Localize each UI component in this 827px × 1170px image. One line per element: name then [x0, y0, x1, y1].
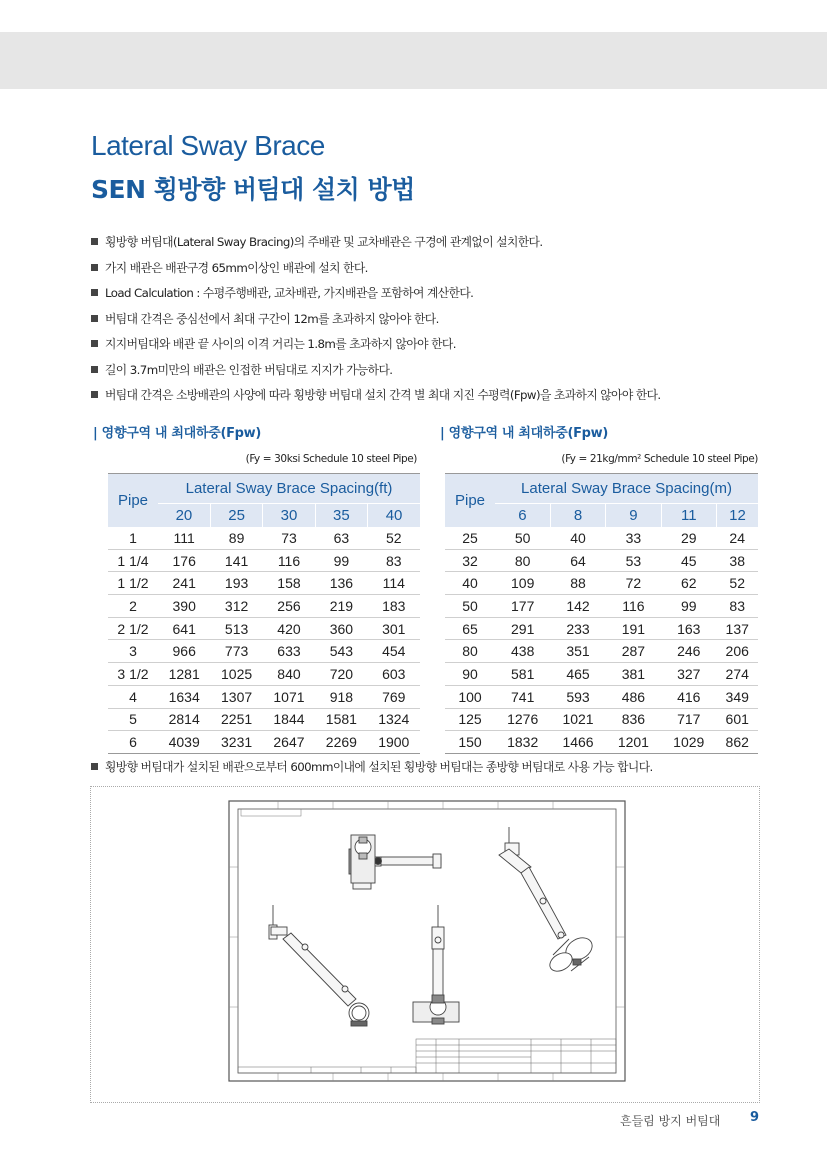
load-value-cell: 176: [158, 549, 210, 572]
load-value-cell: 136: [315, 572, 367, 595]
load-value-cell: 769: [368, 685, 420, 708]
load-value-cell: 601: [716, 708, 758, 731]
load-value-cell: 581: [495, 663, 550, 686]
bullet-square-icon: [91, 289, 98, 296]
load-value-cell: 64: [550, 549, 605, 572]
load-value-cell: 1071: [263, 685, 315, 708]
load-value-cell: 360: [315, 617, 367, 640]
load-value-cell: 291: [495, 617, 550, 640]
pipe-size-cell: 90: [445, 663, 495, 686]
load-value-cell: 33: [606, 527, 661, 549]
load-value-cell: 773: [210, 640, 262, 663]
load-value-cell: 163: [661, 617, 716, 640]
load-value-cell: 862: [716, 731, 758, 754]
title-english: Lateral Sway Brace: [91, 130, 325, 161]
pipe-size-cell: 50: [445, 595, 495, 618]
bullet-item: 길이 3.7m미만의 배관은 인접한 버팀대로 지지가 가능하다.: [91, 360, 791, 386]
load-value-cell: 1832: [495, 731, 550, 754]
spacing-header: Lateral Sway Brace Spacing(ft): [158, 474, 420, 504]
load-value-cell: 486: [606, 685, 661, 708]
load-value-cell: 2647: [263, 731, 315, 754]
footer-text: 흔들림 방지 버팀대: [620, 1114, 721, 1128]
load-value-cell: 1276: [495, 708, 550, 731]
pipe-size-cell: 25: [445, 527, 495, 549]
right-load-table: [445, 473, 758, 754]
load-value-cell: 840: [263, 663, 315, 686]
spacing-column-header: 35: [315, 504, 367, 528]
spacing-column-header: 25: [210, 504, 262, 528]
pipe-size-cell: 4: [108, 685, 158, 708]
load-value-cell: 52: [368, 527, 420, 549]
table-row: [445, 617, 758, 640]
left-table-note: (Fy = 30ksi Schedule 10 steel Pipe): [245, 453, 417, 465]
pipe-size-cell: 1 1/4: [108, 549, 158, 572]
table-row: [108, 731, 420, 754]
load-value-cell: 287: [606, 640, 661, 663]
load-value-cell: 416: [661, 685, 716, 708]
right-table-note: (Fy = 21kg/mm² Schedule 10 steel Pipe): [561, 453, 758, 465]
load-value-cell: 543: [315, 640, 367, 663]
load-value-cell: 351: [550, 640, 605, 663]
table-row: [108, 572, 420, 595]
load-value-cell: 183: [368, 595, 420, 618]
load-value-cell: 38: [716, 549, 758, 572]
load-value-cell: 1324: [368, 708, 420, 731]
load-value-cell: 233: [550, 617, 605, 640]
load-value-cell: 114: [368, 572, 420, 595]
spacing-column-header: 12: [716, 504, 758, 528]
left-table-section-title: | 영향구역 내 최대하중(Fpw): [93, 426, 262, 441]
table-row: [445, 527, 758, 549]
table-row: [108, 595, 420, 618]
load-value-cell: 116: [606, 595, 661, 618]
technical-drawing-frame: [90, 786, 760, 1103]
load-value-cell: 1029: [661, 731, 716, 754]
load-value-cell: 438: [495, 640, 550, 663]
load-value-cell: 2269: [315, 731, 367, 754]
bullet-item: 버팀대 간격은 중심선에서 최대 구간이 12m를 초과하지 않아야 한다.: [91, 309, 791, 335]
load-value-cell: 1844: [263, 708, 315, 731]
pipe-size-cell: 65: [445, 617, 495, 640]
title-korean: SEN 횡방향 버팀대 설치 방법: [91, 175, 415, 204]
load-value-cell: 83: [368, 549, 420, 572]
load-value-cell: 390: [158, 595, 210, 618]
bullet-item: Load Calculation : 수평주행배관, 교차배관, 가지배관을 포함하여 계산한다.: [91, 283, 791, 309]
load-value-cell: 1900: [368, 731, 420, 754]
pipe-size-cell: 125: [445, 708, 495, 731]
right-table-section-title: | 영향구역 내 최대하중(Fpw): [440, 426, 609, 441]
table-row: [108, 549, 420, 572]
load-value-cell: 349: [716, 685, 758, 708]
load-value-cell: 1281: [158, 663, 210, 686]
load-value-cell: 454: [368, 640, 420, 663]
load-value-cell: 241: [158, 572, 210, 595]
bullet-list: [91, 232, 791, 411]
load-value-cell: 1307: [210, 685, 262, 708]
pipe-size-cell: 5: [108, 708, 158, 731]
spacing-column-header: 8: [550, 504, 605, 528]
bullet-square-icon: [91, 391, 98, 398]
load-value-cell: 72: [606, 572, 661, 595]
load-value-cell: 717: [661, 708, 716, 731]
table-row: [108, 708, 420, 731]
load-value-cell: 80: [495, 549, 550, 572]
load-value-cell: 1021: [550, 708, 605, 731]
page-number: 9: [750, 1110, 760, 1125]
table-row: [108, 640, 420, 663]
load-value-cell: 191: [606, 617, 661, 640]
load-value-cell: 137: [716, 617, 758, 640]
bullet-square-icon: [91, 264, 98, 271]
bullet-square-icon: [91, 763, 98, 770]
load-value-cell: 53: [606, 549, 661, 572]
load-value-cell: 63: [315, 527, 367, 549]
final-bullet: 횡방향 버팀대가 설치된 배관으로부터 600mm이내에 설치된 횡방향 버팀대는 종방향 버팀대로 사용 가능 합니다.: [91, 758, 653, 775]
load-value-cell: 327: [661, 663, 716, 686]
top-band: [0, 32, 827, 89]
load-value-cell: 1201: [606, 731, 661, 754]
load-value-cell: 193: [210, 572, 262, 595]
load-value-cell: 720: [315, 663, 367, 686]
pipe-header: Pipe: [445, 474, 495, 528]
bullet-item: 지지버팀대와 배관 끝 사이의 이격 거리는 1.8m를 초과하지 않아야 한다.: [91, 334, 791, 360]
spacing-column-header: 40: [368, 504, 420, 528]
load-value-cell: 158: [263, 572, 315, 595]
load-value-cell: 83: [716, 595, 758, 618]
load-value-cell: 177: [495, 595, 550, 618]
load-value-cell: 141: [210, 549, 262, 572]
table-row: [108, 527, 420, 549]
load-value-cell: 99: [315, 549, 367, 572]
table-row: [445, 731, 758, 754]
load-value-cell: 62: [661, 572, 716, 595]
load-value-cell: 88: [550, 572, 605, 595]
load-value-cell: 1634: [158, 685, 210, 708]
load-value-cell: 274: [716, 663, 758, 686]
load-value-cell: 4039: [158, 731, 210, 754]
load-value-cell: 966: [158, 640, 210, 663]
table-row: [108, 617, 420, 640]
pipe-size-cell: 80: [445, 640, 495, 663]
table-row: [445, 708, 758, 731]
bullet-item: 가지 배관은 배관구경 65mm이상인 배관에 설치 한다.: [91, 258, 791, 284]
load-value-cell: 73: [263, 527, 315, 549]
sway-brace-drawing: [91, 787, 759, 1102]
table-row: [108, 685, 420, 708]
load-value-cell: 918: [315, 685, 367, 708]
pipe-size-cell: 150: [445, 731, 495, 754]
bullet-square-icon: [91, 366, 98, 373]
load-value-cell: 142: [550, 595, 605, 618]
pipe-size-cell: 2: [108, 595, 158, 618]
bullet-square-icon: [91, 315, 98, 322]
bullet-item: 횡방향 버팀대(Lateral Sway Bracing)의 주배관 및 교차배관은 구경에 관계없이 설치한다.: [91, 232, 791, 258]
load-value-cell: 381: [606, 663, 661, 686]
table-row: [108, 663, 420, 686]
pipe-size-cell: 3 1/2: [108, 663, 158, 686]
pipe-size-cell: 1 1/2: [108, 572, 158, 595]
pipe-size-cell: 32: [445, 549, 495, 572]
spacing-column-header: 6: [495, 504, 550, 528]
bullet-item: 버팀대 간격은 소방배관의 사양에 따라 횡방향 버팀대 설치 간격 별 최대 지진 수평력(Fpw)을 초과하지 않아야 한다.: [91, 385, 791, 411]
load-value-cell: 465: [550, 663, 605, 686]
load-value-cell: 633: [263, 640, 315, 663]
load-value-cell: 206: [716, 640, 758, 663]
load-value-cell: 2251: [210, 708, 262, 731]
load-value-cell: 50: [495, 527, 550, 549]
left-load-table: [108, 473, 420, 754]
load-value-cell: 420: [263, 617, 315, 640]
load-value-cell: 219: [315, 595, 367, 618]
pipe-header: Pipe: [108, 474, 158, 528]
load-value-cell: 29: [661, 527, 716, 549]
load-value-cell: 45: [661, 549, 716, 572]
table-row: [445, 572, 758, 595]
spacing-header: Lateral Sway Brace Spacing(m): [495, 474, 758, 504]
load-value-cell: 256: [263, 595, 315, 618]
table-row: [445, 595, 758, 618]
bullet-square-icon: [91, 340, 98, 347]
load-value-cell: 593: [550, 685, 605, 708]
load-value-cell: 109: [495, 572, 550, 595]
table-row: [445, 685, 758, 708]
spacing-column-header: 30: [263, 504, 315, 528]
load-value-cell: 99: [661, 595, 716, 618]
load-value-cell: 89: [210, 527, 262, 549]
load-value-cell: 111: [158, 527, 210, 549]
spacing-column-header: 11: [661, 504, 716, 528]
load-value-cell: 1466: [550, 731, 605, 754]
load-value-cell: 2814: [158, 708, 210, 731]
load-value-cell: 301: [368, 617, 420, 640]
pipe-size-cell: 2 1/2: [108, 617, 158, 640]
load-value-cell: 40: [550, 527, 605, 549]
pipe-size-cell: 1: [108, 527, 158, 549]
load-value-cell: 1581: [315, 708, 367, 731]
pipe-size-cell: 6: [108, 731, 158, 754]
spacing-column-header: 9: [606, 504, 661, 528]
load-value-cell: 3231: [210, 731, 262, 754]
load-value-cell: 603: [368, 663, 420, 686]
pipe-size-cell: 100: [445, 685, 495, 708]
table-row: [445, 663, 758, 686]
table-row: [445, 640, 758, 663]
spacing-column-header: 20: [158, 504, 210, 528]
load-value-cell: 246: [661, 640, 716, 663]
load-value-cell: 513: [210, 617, 262, 640]
load-value-cell: 24: [716, 527, 758, 549]
load-value-cell: 52: [716, 572, 758, 595]
load-value-cell: 741: [495, 685, 550, 708]
load-value-cell: 641: [158, 617, 210, 640]
load-value-cell: 312: [210, 595, 262, 618]
load-value-cell: 1025: [210, 663, 262, 686]
bullet-square-icon: [91, 238, 98, 245]
load-value-cell: 116: [263, 549, 315, 572]
load-value-cell: 836: [606, 708, 661, 731]
pipe-size-cell: 3: [108, 640, 158, 663]
table-row: [445, 549, 758, 572]
pipe-size-cell: 40: [445, 572, 495, 595]
